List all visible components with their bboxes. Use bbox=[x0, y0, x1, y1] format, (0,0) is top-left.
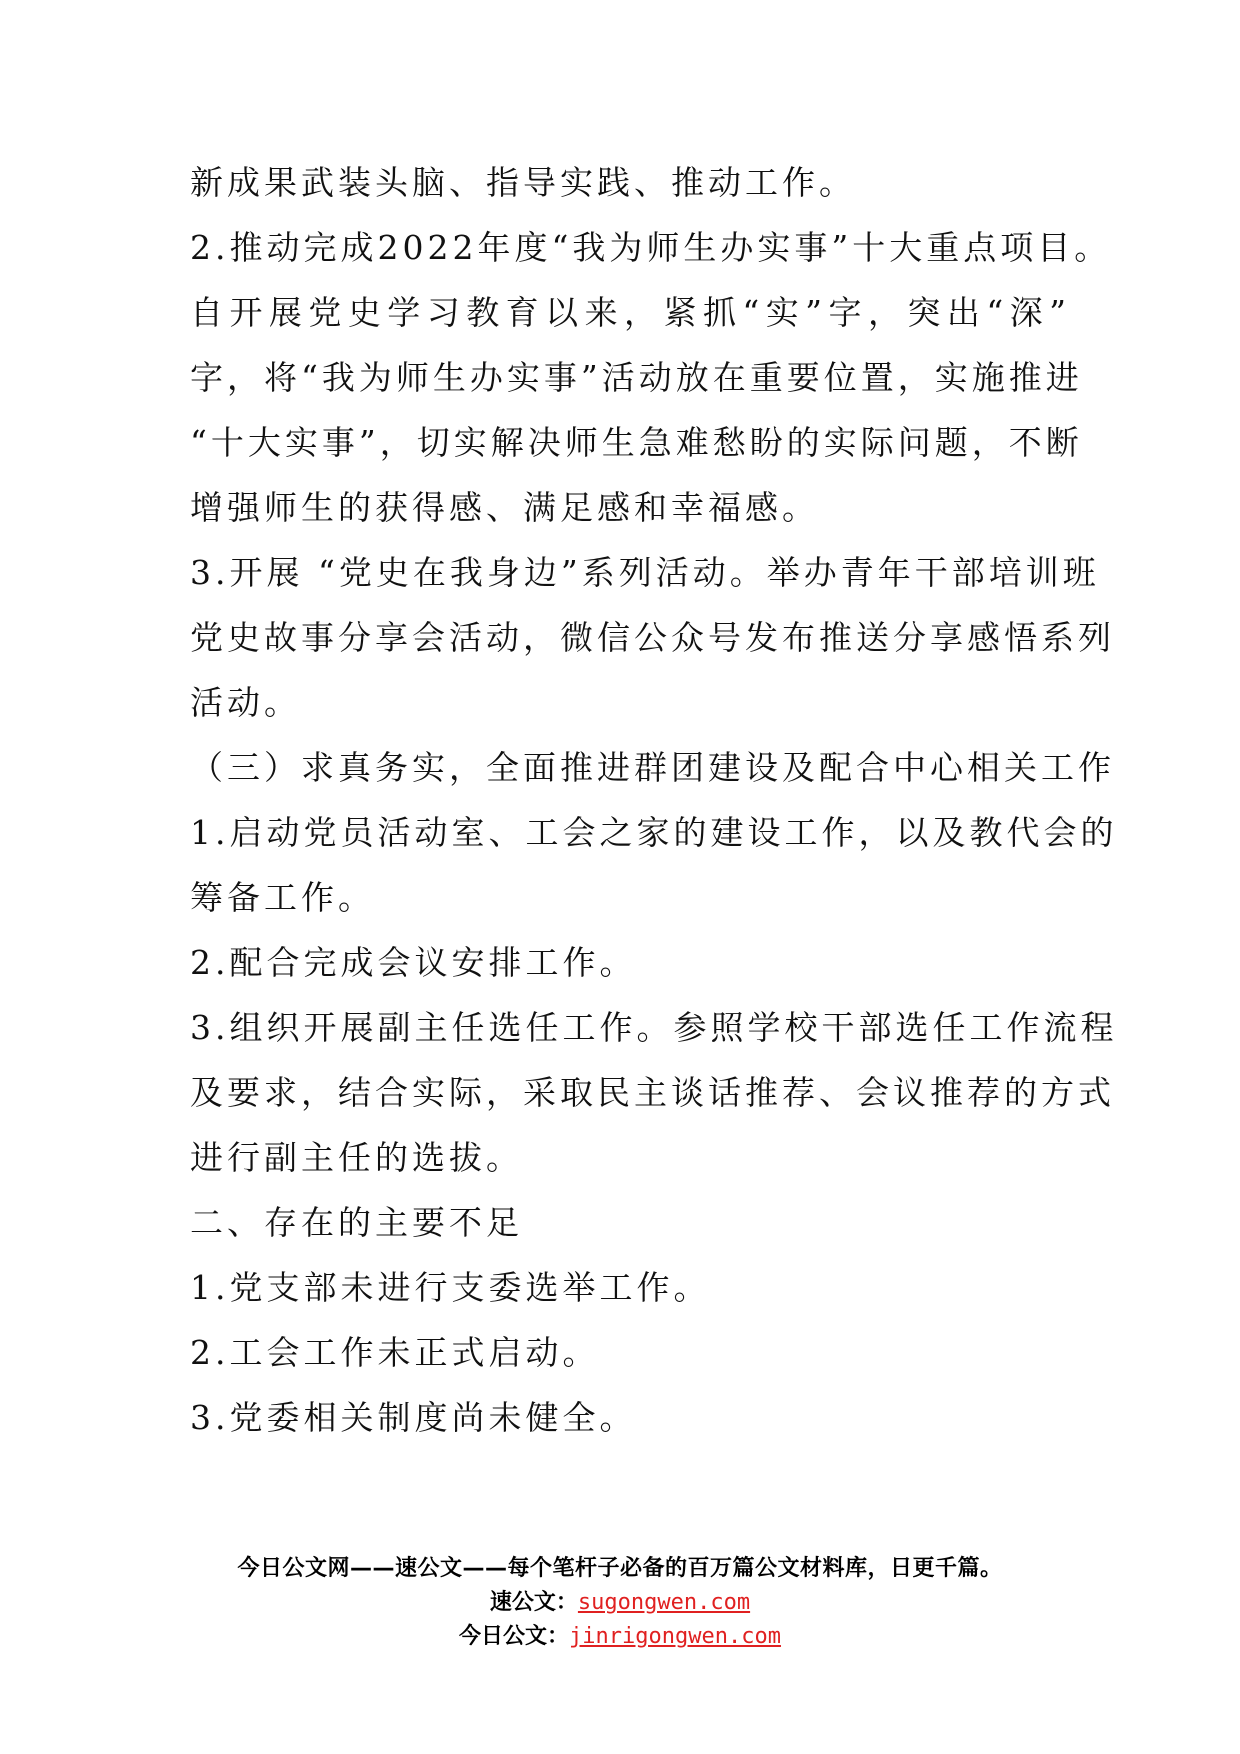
text-line: 新成果武装头脑、指导实践、推动工作。 bbox=[190, 163, 856, 202]
text-line: 1.启动党员活动室、工会之家的建设工作，以及教代会的 bbox=[190, 813, 1118, 852]
text-line: 自开展党史学习教育以来，紧抓“实”字，突出“深” bbox=[190, 293, 1070, 332]
jinrigongwen-link[interactable]: jinrigongwen.com bbox=[569, 1624, 781, 1649]
text-line: 3.组织开展副主任选任工作。参照学校干部选任工作流程 bbox=[190, 1008, 1118, 1047]
text-line: 活动。 bbox=[190, 683, 301, 722]
text-line: 1.党支部未进行支委选举工作。 bbox=[190, 1268, 711, 1307]
sugongwen-link[interactable]: sugongwen.com bbox=[577, 1590, 751, 1615]
text-line: 2.推动完成2022年度“我为师生办实事”十大重点项目。 bbox=[190, 228, 1112, 267]
text-line: 进行副主任的选拔。 bbox=[190, 1138, 523, 1177]
page-footer bbox=[0, 1552, 1240, 1654]
text-line: 及要求，结合实际，采取民主谈话推荐、会议推荐的方式 bbox=[190, 1073, 1115, 1112]
text-line: 党史故事分享会活动，微信公众号发布推送分享感悟系列 bbox=[190, 618, 1115, 657]
text-line: 2.工会工作未正式启动。 bbox=[190, 1333, 600, 1372]
text-line: 3.开展 “党史在我身边”系列活动。举办青年干部培训班 bbox=[190, 553, 1100, 592]
footer-site-label: 今日公文： bbox=[459, 1624, 570, 1649]
text-line: 筹备工作。 bbox=[190, 878, 375, 917]
text-line: “十大实事”，切实解决师生急难愁盼的实际问题，不断 bbox=[190, 423, 1083, 462]
document-body bbox=[190, 150, 1118, 1450]
text-line: （三）求真务实，全面推进群团建设及配合中心相关工作 bbox=[190, 748, 1115, 787]
text-line: 2.配合完成会议安排工作。 bbox=[190, 943, 637, 982]
footer-site-label: 速公文： bbox=[489, 1590, 578, 1615]
text-line: 增强师生的获得感、满足感和幸福感。 bbox=[190, 488, 819, 527]
footer-slogan: 今日公文网——速公文——每个笔杆子必备的百万篇公文材料库，日更千篇。 bbox=[237, 1556, 1003, 1581]
footer-site-sugongwen bbox=[0, 1586, 1240, 1620]
text-line: 3.党委相关制度尚未健全。 bbox=[190, 1398, 637, 1437]
footer-site-jinrigongwen bbox=[0, 1620, 1240, 1654]
text-line: 二、存在的主要不足 bbox=[190, 1203, 523, 1242]
text-line: 字，将“我为师生办实事”活动放在重要位置，实施推进 bbox=[190, 358, 1083, 397]
